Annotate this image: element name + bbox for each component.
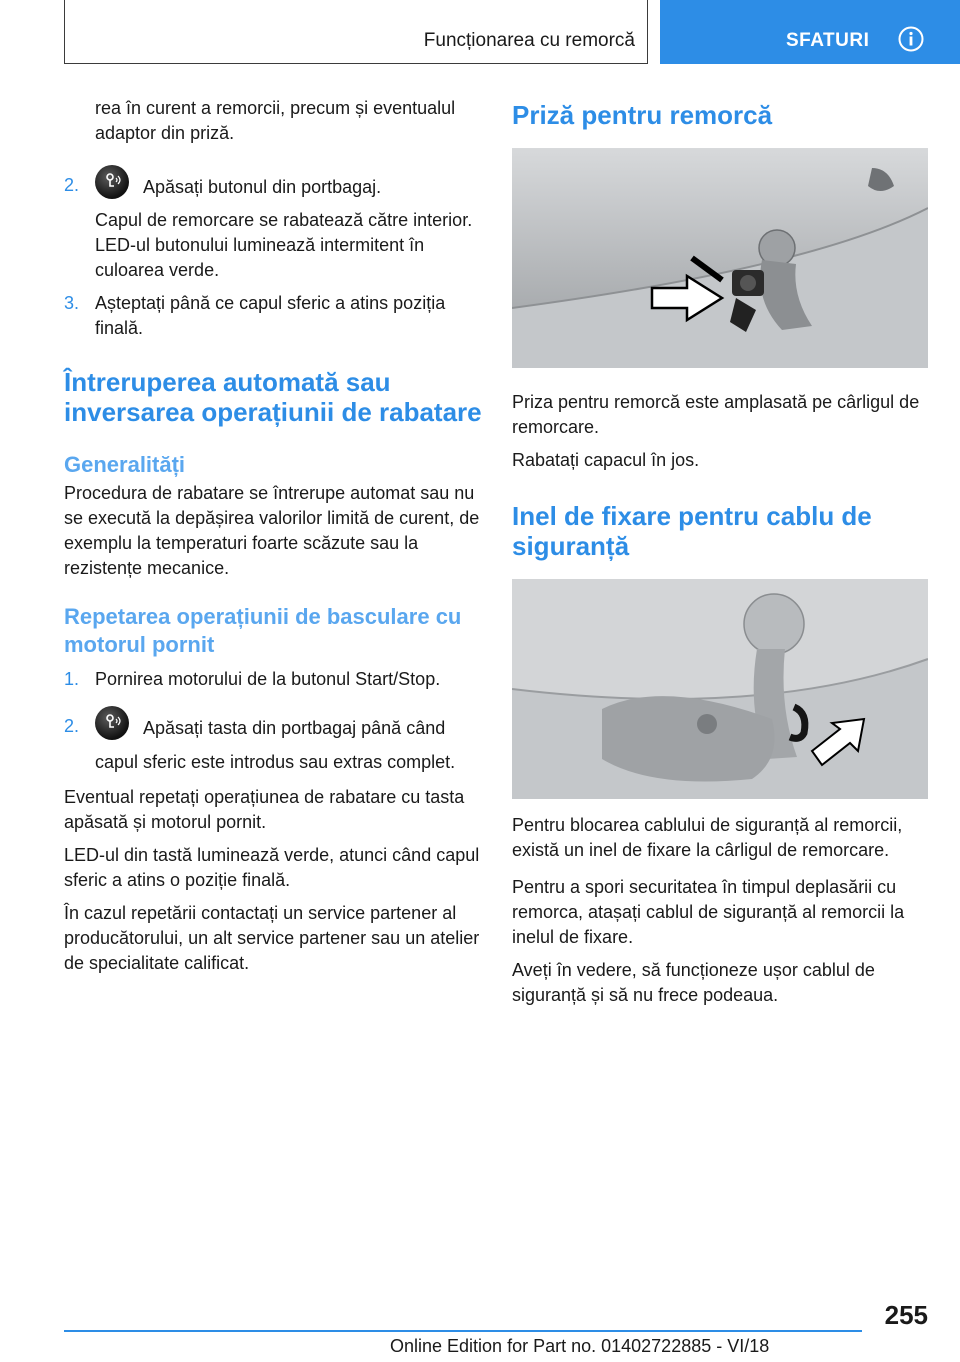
step-action-text: Apăsați tasta din portbagaj până când capul sferic este introdus sau extras complet. (95, 718, 456, 772)
body-paragraph: Priza pentru remorcă este amplasată pe cârligul de remorcare. (512, 392, 920, 437)
chapter-title: Funcționarea cu remorcă (423, 30, 635, 51)
towbar-button-icon (95, 706, 129, 740)
footer-divider (64, 1330, 862, 1332)
header-title-box (64, 0, 648, 64)
body-paragraph: Pentru a spori securitatea în timpul deplasării cu remorca, atașați cablul de siguranță al remorcii la inelul de fixare. (512, 877, 905, 947)
body-paragraph: În cazul repetării contactați un service partener al producătorului, un alt service partener sau un atelier de specialitate calificat. (64, 903, 480, 973)
step-2 (64, 165, 484, 283)
intro-text: rea în curent a remorcii, precum și eventualul adaptor din priză. (95, 98, 456, 143)
right-column (512, 96, 932, 1008)
repeat-step-1 (64, 667, 484, 692)
subsection-heading: Generalități (64, 452, 186, 477)
section-heading: Inel de fixare pentru cablu de siguranță (512, 501, 872, 561)
edition-note: Online Edition for Part no. 01402722885 - VI/18 (390, 1336, 770, 1356)
page-number: 255 (884, 1300, 928, 1330)
repeat-step-2 (64, 706, 484, 779)
body-paragraph: Aveți în vedere, să funcționeze ușor cablul de siguranță și să nu frece podeaua. (512, 960, 875, 1005)
safety-cable-ring-illustration (512, 579, 928, 799)
step-text: Așteptați până ce capul sferic a atins poziția finală. (95, 293, 446, 338)
towbar-button-icon (95, 165, 129, 199)
body-paragraph: LED-ul din tastă luminează verde, atunci când capul sferic a atins o poziție finală. (64, 845, 480, 890)
body-paragraph: Eventual repetați operațiunea de rabatare cu tasta apăsată și motorul pornit. (64, 787, 465, 832)
section-heading: Priză pentru remorcă (512, 100, 773, 130)
step-number: 1. (64, 669, 80, 689)
trailer-socket-illustration (512, 148, 928, 368)
section-tab-label: SFATURI (786, 30, 870, 51)
body-paragraph: Rabatați capacul în jos. (512, 450, 700, 470)
step-action (95, 165, 484, 204)
subsection-heading: Repetarea operațiunii de basculare cu motorul pornit (64, 604, 462, 657)
step-text: Pornirea motorului de la butonul Start/Stop. (95, 669, 441, 689)
left-column (64, 96, 484, 976)
step-number: 2. (64, 716, 80, 736)
info-icon[interactable] (898, 26, 924, 52)
step-3 (64, 291, 484, 341)
step-action (95, 706, 484, 779)
step-action-text: Apăsați butonul din portbagaj. (143, 177, 382, 197)
step-number: 2. (64, 175, 80, 195)
trailer-socket-drawing (512, 148, 928, 368)
section-heading: Întreruperea automată sau inversarea operațiunii de rabatare (64, 367, 482, 427)
section-tab[interactable] (660, 0, 960, 64)
body-paragraph: Pentru blocarea cablului de siguranță al remorcii, există un inel de fixare la cârligul de remorcare. (512, 815, 903, 860)
safety-ring-drawing (512, 579, 928, 799)
step-note: Capul de remorcare se rabatează către interior. LED-ul butonului luminează intermitent în culoarea verde. (95, 210, 473, 280)
step-number: 3. (64, 293, 80, 313)
body-paragraph: Procedura de rabatare se întrerupe automat sau nu se execută la depășirea valorilor limită de curent, de exemplu la temperaturi foarte scăzute sau la rezistențe mecanice. (64, 483, 480, 578)
